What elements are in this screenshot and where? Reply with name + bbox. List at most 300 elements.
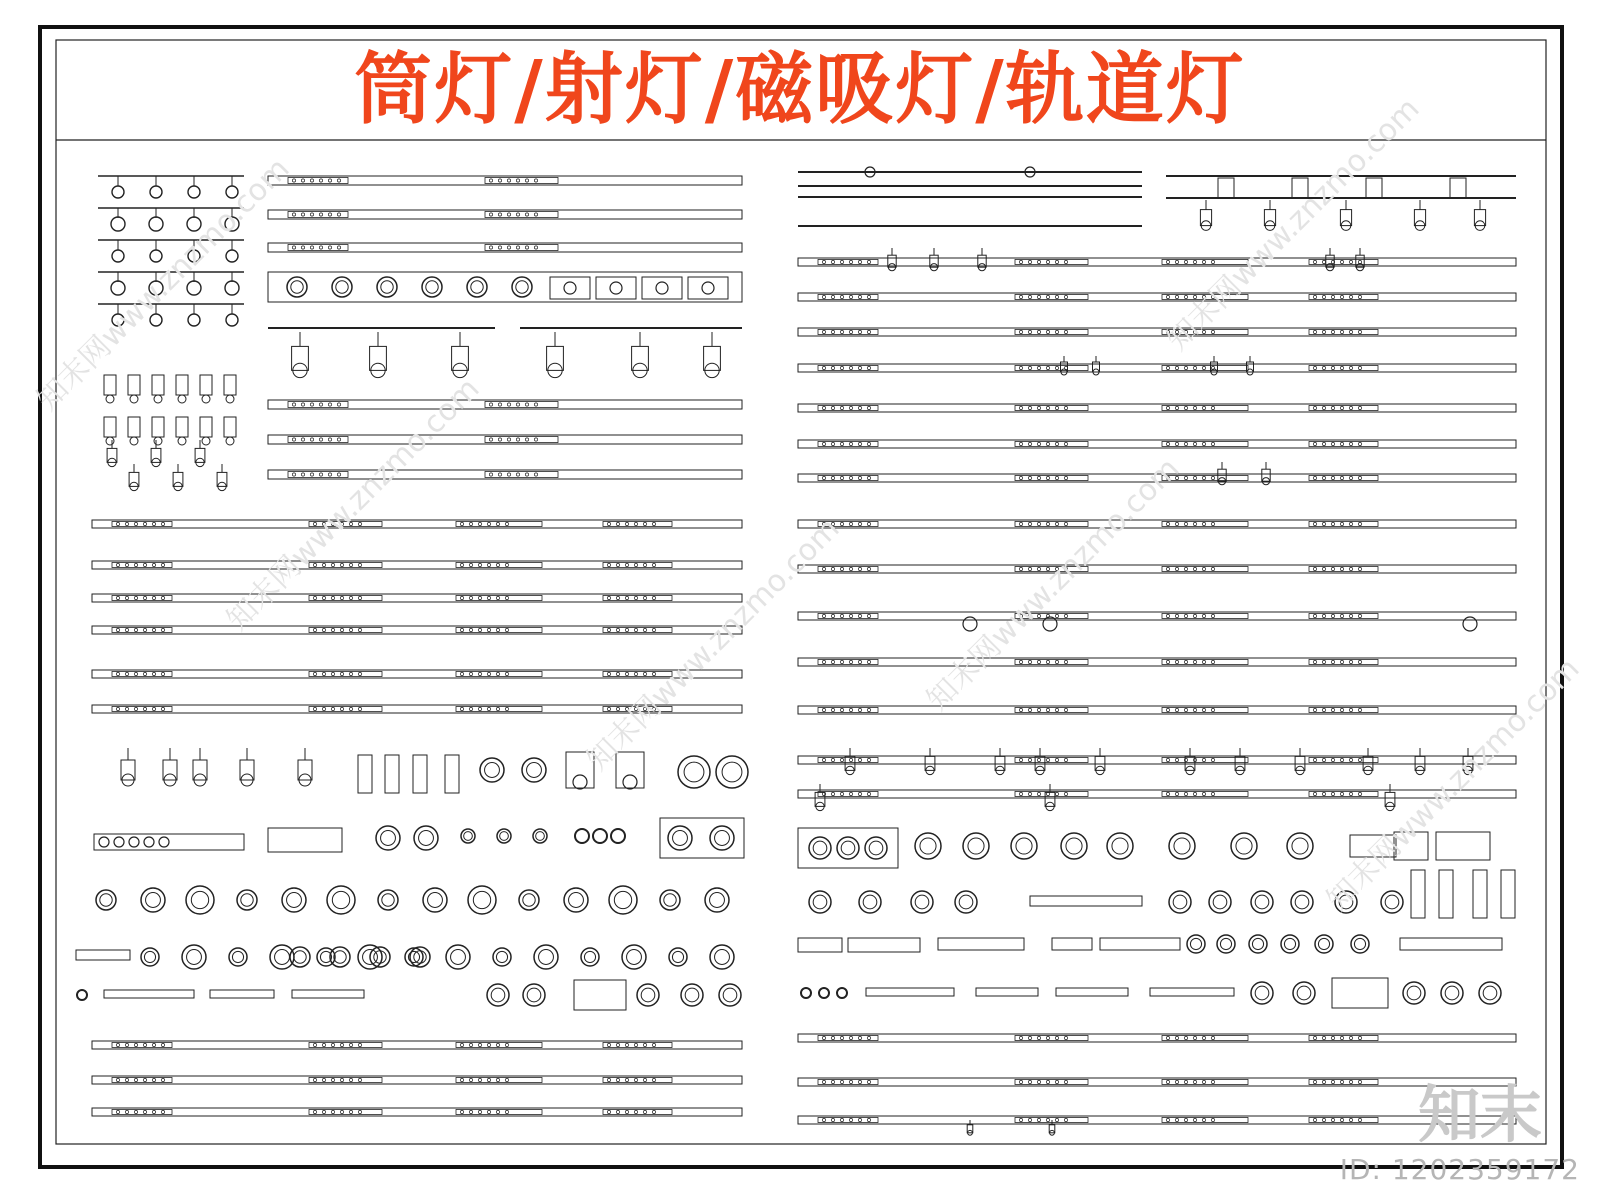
downlight-outer bbox=[678, 756, 710, 788]
module-dot bbox=[652, 522, 655, 525]
module-dot bbox=[337, 473, 340, 476]
pendant-spot bbox=[1292, 178, 1308, 198]
track-rail bbox=[798, 440, 1516, 448]
module-dot bbox=[313, 1078, 316, 1081]
module-dot bbox=[1349, 522, 1352, 525]
module-dot bbox=[1019, 1036, 1022, 1039]
track-module bbox=[485, 437, 558, 443]
module-dot bbox=[652, 1078, 655, 1081]
track-module bbox=[1162, 792, 1248, 797]
module-dot bbox=[516, 403, 519, 406]
downlight-inner bbox=[451, 950, 466, 965]
downlight-outer bbox=[182, 945, 206, 969]
module-dot bbox=[1019, 708, 1022, 711]
module-dot bbox=[1358, 758, 1361, 761]
module-dot bbox=[1322, 792, 1325, 795]
track-module bbox=[309, 707, 382, 712]
module-dot bbox=[161, 563, 164, 566]
dotted-strip bbox=[210, 990, 274, 998]
module-dot bbox=[116, 1043, 119, 1046]
small-fixture-lens bbox=[130, 437, 138, 445]
module-dot bbox=[1202, 1080, 1205, 1083]
module-dot bbox=[1184, 366, 1187, 369]
module-dot bbox=[313, 707, 316, 710]
downlight-inner bbox=[241, 894, 253, 906]
module-dot bbox=[1340, 1036, 1343, 1039]
module-lens bbox=[144, 837, 154, 847]
module-dot bbox=[1322, 614, 1325, 617]
module-dot bbox=[358, 596, 361, 599]
inner-frame bbox=[56, 40, 1546, 1144]
module-dot bbox=[643, 1078, 646, 1081]
module-dot bbox=[1313, 708, 1316, 711]
downlight-inner bbox=[294, 951, 306, 963]
downlight-inner bbox=[959, 895, 973, 909]
module-dot bbox=[1331, 660, 1334, 663]
module-dot bbox=[1358, 1118, 1361, 1121]
track-rail bbox=[798, 520, 1516, 528]
track-module bbox=[1162, 660, 1248, 665]
module-dot bbox=[310, 473, 313, 476]
module-dot bbox=[496, 707, 499, 710]
module-dot bbox=[1211, 476, 1214, 479]
cluster-head bbox=[188, 250, 200, 262]
module-dot bbox=[516, 473, 519, 476]
downlight-outer bbox=[1351, 935, 1369, 953]
module-dot bbox=[1331, 476, 1334, 479]
module-dot bbox=[1193, 1080, 1196, 1083]
module-dot bbox=[161, 672, 164, 675]
downlight-outer bbox=[1251, 982, 1273, 1004]
module-dot bbox=[1019, 476, 1022, 479]
module-dot bbox=[349, 563, 352, 566]
single-square bbox=[1394, 832, 1428, 860]
module-dot bbox=[1193, 792, 1196, 795]
module-dot bbox=[1019, 792, 1022, 795]
module-dot bbox=[1055, 406, 1058, 409]
downlight-inner bbox=[491, 988, 505, 1002]
module-dot bbox=[1184, 406, 1187, 409]
downlight-outer bbox=[1441, 982, 1463, 1004]
diagonal-watermark: 知末网www.znzmo.com bbox=[30, 151, 297, 418]
downlight-inner bbox=[723, 988, 737, 1002]
module-dot bbox=[1211, 260, 1214, 263]
track-rail bbox=[798, 706, 1516, 714]
downlight-inner bbox=[232, 951, 243, 962]
downlight-outer bbox=[378, 890, 398, 910]
module-dot bbox=[643, 707, 646, 710]
module-dot bbox=[310, 179, 313, 182]
module-dot bbox=[1349, 295, 1352, 298]
module-dot bbox=[1211, 660, 1214, 663]
module-dot bbox=[840, 792, 843, 795]
module-dot bbox=[1358, 614, 1361, 617]
module-dot bbox=[322, 707, 325, 710]
module-dot bbox=[616, 522, 619, 525]
module-dot bbox=[143, 563, 146, 566]
module-dot bbox=[496, 1110, 499, 1113]
module-dot bbox=[322, 672, 325, 675]
module-dot bbox=[1184, 522, 1187, 525]
diagonal-watermark: 知末网www.znzmo.com bbox=[920, 451, 1187, 718]
module-dot bbox=[1193, 442, 1196, 445]
downlight-inner bbox=[584, 951, 595, 962]
module-dot bbox=[1064, 476, 1067, 479]
module-dot bbox=[867, 366, 870, 369]
track-module bbox=[309, 1043, 382, 1048]
module-dot bbox=[1202, 442, 1205, 445]
downlight-inner bbox=[1292, 838, 1308, 854]
module-dot bbox=[858, 758, 861, 761]
module-dot bbox=[125, 596, 128, 599]
module-dot bbox=[1331, 295, 1334, 298]
module-dot bbox=[349, 672, 352, 675]
downlight-outer bbox=[497, 829, 511, 843]
downlight-outer bbox=[660, 890, 680, 910]
module-dot bbox=[1193, 295, 1196, 298]
downlight-inner bbox=[863, 895, 877, 909]
module-dot bbox=[1322, 406, 1325, 409]
module-dot bbox=[634, 522, 637, 525]
module-dot bbox=[1322, 1118, 1325, 1121]
module-dot bbox=[1028, 1036, 1031, 1039]
track-rail bbox=[798, 612, 1516, 620]
module-dot bbox=[340, 1043, 343, 1046]
module-dot bbox=[1211, 442, 1214, 445]
small-fixture bbox=[200, 375, 212, 395]
downlight-inner bbox=[813, 841, 827, 855]
module-dot bbox=[516, 438, 519, 441]
module-dot bbox=[652, 672, 655, 675]
module-dot bbox=[349, 707, 352, 710]
module-dot bbox=[1028, 1080, 1031, 1083]
module-dot bbox=[1166, 476, 1169, 479]
module-dot bbox=[849, 567, 852, 570]
module-dot bbox=[831, 708, 834, 711]
track-rail bbox=[798, 1116, 1516, 1124]
module-dot bbox=[1175, 614, 1178, 617]
surface-cylinder bbox=[566, 752, 594, 788]
module-dot bbox=[534, 213, 537, 216]
pendant-spot bbox=[1450, 178, 1466, 198]
module-dot bbox=[831, 758, 834, 761]
module-dot bbox=[313, 522, 316, 525]
module-dot bbox=[310, 438, 313, 441]
module-dot bbox=[1322, 522, 1325, 525]
module-dot bbox=[1331, 567, 1334, 570]
downlight-outer bbox=[522, 758, 546, 782]
cylinder-spot bbox=[445, 755, 459, 793]
module-dot bbox=[607, 563, 610, 566]
module-dot bbox=[301, 403, 304, 406]
module-dot bbox=[1184, 330, 1187, 333]
downlight-inner bbox=[1174, 838, 1190, 854]
module-dot bbox=[1046, 567, 1049, 570]
module-dot bbox=[849, 260, 852, 263]
square-downlight bbox=[596, 277, 636, 299]
module-dot bbox=[831, 1036, 834, 1039]
dotted-strip bbox=[292, 990, 364, 998]
module-dot bbox=[867, 660, 870, 663]
downlight-inner bbox=[428, 893, 443, 908]
module-dot bbox=[822, 614, 825, 617]
module-dot bbox=[840, 442, 843, 445]
module-dot bbox=[1202, 260, 1205, 263]
module-dot bbox=[1184, 476, 1187, 479]
cluster-head bbox=[226, 314, 238, 326]
module-dot bbox=[1055, 1080, 1058, 1083]
downlight-outer bbox=[519, 890, 539, 910]
module-dot bbox=[1349, 758, 1352, 761]
track-module bbox=[1015, 295, 1088, 300]
track-module bbox=[456, 707, 542, 712]
module-lens bbox=[129, 837, 139, 847]
downlight-inner bbox=[1255, 986, 1269, 1000]
module-dot bbox=[1322, 442, 1325, 445]
module-dot bbox=[867, 522, 870, 525]
small-fixture bbox=[176, 375, 188, 395]
downlight-outer bbox=[376, 826, 400, 850]
module-dot bbox=[1340, 476, 1343, 479]
module-dot bbox=[134, 1078, 137, 1081]
module-dot bbox=[840, 614, 843, 617]
module-dot bbox=[849, 758, 852, 761]
module-dot bbox=[1064, 295, 1067, 298]
grille-module bbox=[848, 938, 920, 952]
module-dot bbox=[1340, 1080, 1343, 1083]
module-dot bbox=[313, 563, 316, 566]
module-dot bbox=[116, 596, 119, 599]
downlight-inner bbox=[539, 950, 554, 965]
module-dot bbox=[831, 614, 834, 617]
module-dot bbox=[460, 707, 463, 710]
module-dot bbox=[1175, 708, 1178, 711]
downlight-outer bbox=[710, 826, 734, 850]
module-dot bbox=[1064, 522, 1067, 525]
module-dot bbox=[161, 1043, 164, 1046]
downlight-outer bbox=[1169, 891, 1191, 913]
downlight-inner bbox=[1445, 986, 1459, 1000]
downlight-outer bbox=[330, 947, 350, 967]
downlight-inner bbox=[464, 832, 473, 841]
module-dot bbox=[1184, 295, 1187, 298]
module-dot bbox=[1349, 260, 1352, 263]
module-dot bbox=[858, 1118, 861, 1121]
cluster-head bbox=[111, 281, 125, 295]
module-dot bbox=[1349, 476, 1352, 479]
module-dot bbox=[1046, 295, 1049, 298]
downlight-outer bbox=[637, 984, 659, 1006]
module-dot bbox=[822, 660, 825, 663]
downlight-outer bbox=[414, 826, 438, 850]
downlight-inner bbox=[419, 831, 434, 846]
module-dot bbox=[1202, 1118, 1205, 1121]
square-downlight-lens bbox=[564, 282, 576, 294]
module-dot bbox=[1028, 660, 1031, 663]
module-dot bbox=[1166, 260, 1169, 263]
downlight-inner bbox=[915, 895, 929, 909]
module-dot bbox=[143, 1110, 146, 1113]
module-dot bbox=[1055, 567, 1058, 570]
module-dot bbox=[349, 628, 352, 631]
module-dot bbox=[1046, 366, 1049, 369]
downlight-inner bbox=[968, 838, 984, 854]
module-dot bbox=[1037, 260, 1040, 263]
module-dot bbox=[505, 1043, 508, 1046]
small-fixture-lens bbox=[130, 395, 138, 403]
module-dot bbox=[822, 295, 825, 298]
module-dot bbox=[331, 628, 334, 631]
downlight-outer bbox=[1479, 982, 1501, 1004]
module-dot bbox=[867, 708, 870, 711]
module-dot bbox=[322, 628, 325, 631]
track-module bbox=[1015, 567, 1088, 572]
module-dot bbox=[358, 707, 361, 710]
module-dot bbox=[858, 660, 861, 663]
module-dot bbox=[625, 672, 628, 675]
module-dot bbox=[1175, 522, 1178, 525]
module-dot bbox=[1340, 522, 1343, 525]
module-dot bbox=[1055, 758, 1058, 761]
module-dot bbox=[116, 522, 119, 525]
track-module bbox=[309, 522, 382, 527]
module-dot bbox=[534, 473, 537, 476]
track-module bbox=[485, 402, 558, 408]
module-dot bbox=[125, 563, 128, 566]
downlight-outer bbox=[911, 891, 933, 913]
module-dot bbox=[1184, 1118, 1187, 1121]
module-dot bbox=[1313, 1080, 1316, 1083]
module-dot bbox=[831, 260, 834, 263]
module-dot bbox=[616, 563, 619, 566]
module-dot bbox=[625, 1110, 628, 1113]
downlight-inner bbox=[1297, 986, 1311, 1000]
module-dot bbox=[849, 442, 852, 445]
module-dot bbox=[1166, 660, 1169, 663]
module-dot bbox=[849, 522, 852, 525]
module-dot bbox=[858, 708, 861, 711]
square-downlight bbox=[550, 277, 590, 299]
module-dot bbox=[1037, 476, 1040, 479]
module-dot bbox=[867, 792, 870, 795]
module-dot bbox=[1175, 1118, 1178, 1121]
module-dot bbox=[1358, 1080, 1361, 1083]
twin-square bbox=[1350, 835, 1396, 857]
module-dot bbox=[1064, 660, 1067, 663]
downlight-outer bbox=[287, 277, 307, 297]
module-dot bbox=[152, 672, 155, 675]
surface-lens bbox=[573, 775, 587, 789]
module-dot bbox=[1037, 614, 1040, 617]
module-dot bbox=[616, 596, 619, 599]
module-dot bbox=[1055, 522, 1058, 525]
module-dot bbox=[292, 473, 295, 476]
module-dot bbox=[1055, 295, 1058, 298]
module-dot bbox=[460, 1078, 463, 1081]
small-fixture bbox=[104, 417, 116, 437]
module-dot bbox=[616, 672, 619, 675]
module-dot bbox=[478, 522, 481, 525]
module-dot bbox=[134, 1043, 137, 1046]
module-dot bbox=[1028, 567, 1031, 570]
track-rail bbox=[798, 756, 1516, 764]
downlight-outer bbox=[859, 891, 881, 913]
downlight-outer bbox=[719, 984, 741, 1006]
dotted-module bbox=[1100, 938, 1180, 950]
module-dot bbox=[849, 1118, 852, 1121]
dotted-module bbox=[938, 938, 1024, 950]
module-dot bbox=[1322, 330, 1325, 333]
module-dot bbox=[1313, 295, 1316, 298]
module-dot bbox=[1175, 295, 1178, 298]
module-dot bbox=[849, 476, 852, 479]
module-dot bbox=[1322, 1036, 1325, 1039]
module-dot bbox=[1064, 330, 1067, 333]
module-dot bbox=[489, 438, 492, 441]
module-dot bbox=[460, 628, 463, 631]
module-dot bbox=[1064, 1036, 1067, 1039]
module-dot bbox=[1193, 708, 1196, 711]
module-dot bbox=[301, 473, 304, 476]
module-dot bbox=[328, 179, 331, 182]
linear-strip bbox=[1030, 896, 1142, 906]
module-dot bbox=[1340, 660, 1343, 663]
module-dot bbox=[328, 213, 331, 216]
module-dot bbox=[301, 438, 304, 441]
downlight-inner bbox=[869, 841, 883, 855]
module-dot bbox=[1349, 442, 1352, 445]
module-dot bbox=[328, 438, 331, 441]
module-dot bbox=[1340, 792, 1343, 795]
module-dot bbox=[858, 1036, 861, 1039]
module-dot bbox=[134, 522, 137, 525]
module-dot bbox=[652, 596, 655, 599]
module-dot bbox=[319, 473, 322, 476]
module-dot bbox=[301, 179, 304, 182]
module-dot bbox=[625, 522, 628, 525]
downlight-outer bbox=[1217, 935, 1235, 953]
module-dot bbox=[1037, 330, 1040, 333]
downlight-outer bbox=[837, 837, 859, 859]
downlight-outer bbox=[461, 829, 475, 843]
track-module bbox=[1162, 522, 1248, 527]
pendant-cylinder bbox=[1439, 870, 1453, 918]
square-downlight bbox=[642, 277, 682, 299]
downlight-inner bbox=[1295, 895, 1309, 909]
module-dot bbox=[1184, 708, 1187, 711]
downlight-outer bbox=[186, 886, 214, 914]
twin-grille bbox=[1436, 832, 1490, 860]
module-dot bbox=[849, 708, 852, 711]
module-dot bbox=[1358, 442, 1361, 445]
module-dot bbox=[1202, 366, 1205, 369]
module-dot bbox=[643, 1043, 646, 1046]
downlight-outer bbox=[1231, 833, 1257, 859]
module-dot bbox=[1211, 1118, 1214, 1121]
module-dot bbox=[478, 596, 481, 599]
downlight-outer bbox=[1315, 935, 1333, 953]
module-dot bbox=[831, 330, 834, 333]
downlight-outer bbox=[668, 826, 692, 850]
module-dot bbox=[496, 1078, 499, 1081]
module-dot bbox=[469, 563, 472, 566]
module-dot bbox=[1193, 330, 1196, 333]
downlight-inner bbox=[332, 891, 349, 908]
module-dot bbox=[1055, 330, 1058, 333]
track-rail bbox=[798, 1034, 1516, 1042]
track-module bbox=[288, 472, 348, 478]
module-dot bbox=[358, 1043, 361, 1046]
